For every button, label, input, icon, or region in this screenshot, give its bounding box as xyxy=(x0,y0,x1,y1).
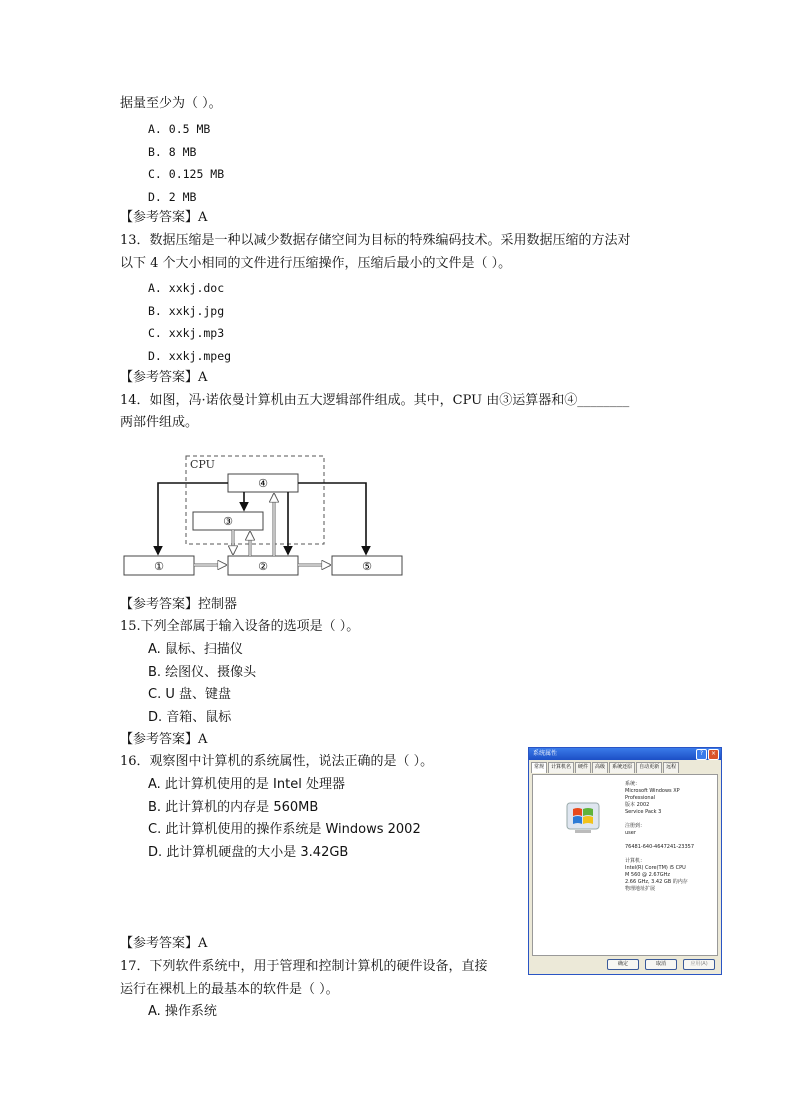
node-1-label: ① xyxy=(154,560,164,573)
node-2-label: ② xyxy=(258,560,268,573)
q16-option-d: D. 此计算机硬盘的大小是 3.42GB xyxy=(148,845,349,860)
info-line: Professional xyxy=(625,795,656,801)
tab-auto-update: 自动更新 xyxy=(636,762,662,773)
q15-option-d: D. 音箱、鼠标 xyxy=(148,710,232,725)
q12-option-c: C. 0.125 MB xyxy=(148,167,225,181)
q17-stem-line2: 运行在裸机上的最基本的软件是（ ）。 xyxy=(120,982,339,997)
info-spacer xyxy=(625,851,694,858)
q17-option-a: A. 操作系统 xyxy=(148,1004,217,1019)
q13-option-d: D. xxkj.mpeg xyxy=(148,349,232,363)
q12-tail: 据量至少为（ ）。 xyxy=(120,96,222,111)
windows-logo-icon xyxy=(563,797,603,837)
info-line: Service Pack 3 xyxy=(625,809,662,815)
q13-answer: 【参考答案】A xyxy=(120,370,208,385)
q12-option-b: B. 8 MB xyxy=(148,145,197,159)
q12-option-a: A. 0.5 MB xyxy=(148,122,211,136)
info-line: Intel(R) Core(TM) i5 CPU xyxy=(625,865,686,871)
info-line: Microsoft Windows XP xyxy=(625,788,680,794)
system-info-text xyxy=(625,781,694,893)
dialog-title-bar xyxy=(529,748,721,760)
q16-stem: 16．观察图中计算机的系统属性，说法正确的是（ ）。 xyxy=(120,754,434,769)
system-properties-screenshot xyxy=(528,747,722,975)
q12-answer: 【参考答案】A xyxy=(120,210,208,225)
q13-option-a: A. xxkj.doc xyxy=(148,281,225,295)
q16-option-a: A. 此计算机使用的是 Intel 处理器 xyxy=(148,777,345,792)
q14-stem-line1: 14．如图，冯·诺依曼计算机由五大逻辑部件组成。其中，CPU 由③运算器和④________ xyxy=(120,393,630,408)
q15-option-b: B. 绘图仪、摄像头 xyxy=(148,665,257,680)
q16-option-c: C. 此计算机使用的操作系统是 Windows 2002 xyxy=(148,822,421,837)
q14-stem-line2: 两部件组成。 xyxy=(120,415,199,430)
info-line: 计算机： xyxy=(625,858,646,864)
info-line: M 560 @ 2.67GHz xyxy=(625,872,671,878)
info-line: 2.66 GHz, 3.42 GB 的内存 xyxy=(625,879,688,885)
q13-stem-line1: 13．数据压缩是一种以减少数据存储空间为目标的特殊编码技术。采用数据压缩的方法对 xyxy=(120,233,631,248)
von-neumann-diagram xyxy=(120,450,410,580)
info-spacer xyxy=(625,816,694,823)
info-spacer xyxy=(625,837,694,844)
help-icon: ? xyxy=(696,749,707,760)
q12-option-d: D. 2 MB xyxy=(148,190,197,204)
apply-button: 应用(A) xyxy=(683,959,715,970)
q16-option-b: B. 此计算机的内存是 560MB xyxy=(148,800,319,815)
q15-option-a: A. 鼠标、扫描仪 xyxy=(148,642,243,657)
tab-hardware: 硬件 xyxy=(575,762,591,773)
tab-system-restore: 系统还原 xyxy=(609,762,635,773)
info-line: 物理地址扩展 xyxy=(625,886,656,892)
node-3-label: ③ xyxy=(223,515,233,528)
q15-stem: 15.下列全部属于输入设备的选项是（ ）。 xyxy=(120,619,360,634)
tab-advanced: 高级 xyxy=(592,762,608,773)
tab-remote: 远程 xyxy=(663,762,679,773)
cpu-label: CPU xyxy=(190,458,215,471)
tab-general: 常规 xyxy=(531,762,547,773)
close-icon: × xyxy=(708,749,719,760)
q15-option-c: C. U 盘、键盘 xyxy=(148,687,231,702)
cancel-button: 取消 xyxy=(645,959,677,970)
q13-stem-line2: 以下 4 个大小相同的文件进行压缩操作，压缩后最小的文件是（ ）。 xyxy=(120,256,512,271)
info-line: 76481-640-4647241-23357 xyxy=(625,844,695,850)
q14-answer: 【参考答案】控制器 xyxy=(120,597,238,612)
ok-button: 确定 xyxy=(607,959,639,970)
info-line: 版本 2002 xyxy=(625,802,650,808)
info-line: 系统： xyxy=(625,781,641,787)
q17-stem-line1: 17．下列软件系统中，用于管理和控制计算机的硬件设备，直接 xyxy=(120,959,488,974)
control-line-to-5 xyxy=(298,483,366,554)
q13-option-b: B. xxkj.jpg xyxy=(148,304,225,318)
q16-answer: 【参考答案】A xyxy=(120,936,208,951)
dialog-tabs xyxy=(529,760,721,773)
dialog-title: 系统属性 xyxy=(533,750,558,757)
node-5-label: ⑤ xyxy=(362,560,372,573)
q13-option-c: C. xxkj.mp3 xyxy=(148,326,225,340)
q15-answer: 【参考答案】A xyxy=(120,732,208,747)
info-line: user xyxy=(625,830,636,836)
tab-computer-name: 计算机名 xyxy=(548,762,574,773)
dialog-panel xyxy=(532,774,718,956)
node-4-label: ④ xyxy=(258,477,268,490)
info-line: 注册到： xyxy=(625,823,646,829)
